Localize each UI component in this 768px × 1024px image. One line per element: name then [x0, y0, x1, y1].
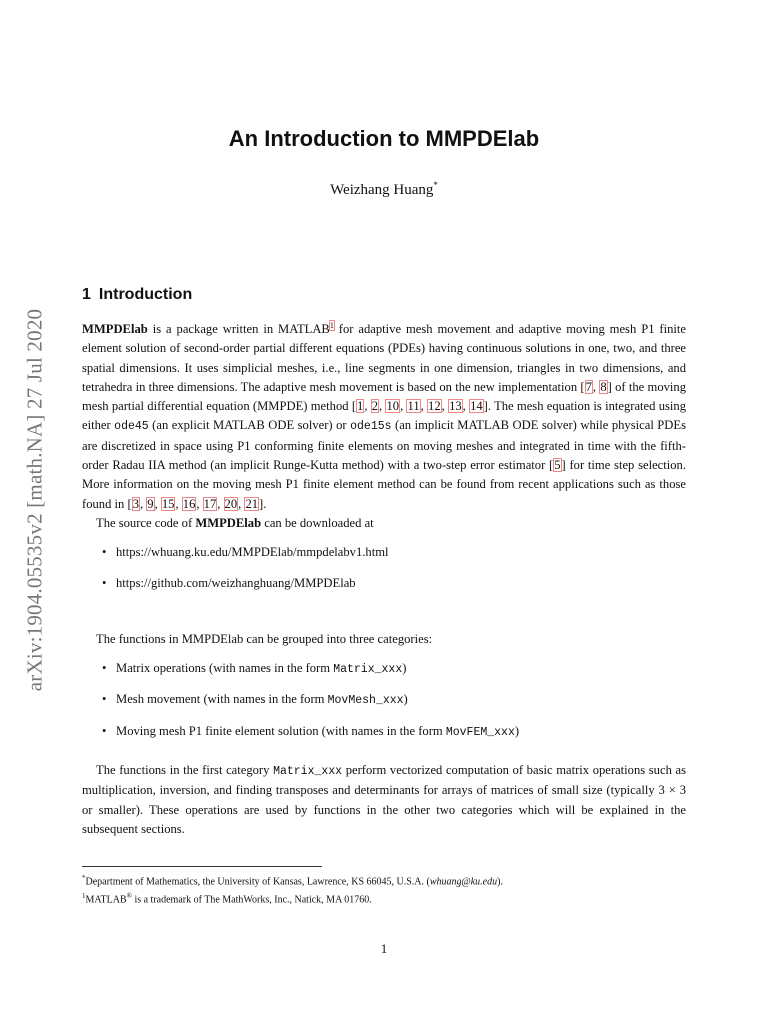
citation-link[interactable]: 14: [470, 399, 483, 414]
categories-intro: The functions in MMPDElab can be grouped into three categories:: [96, 631, 433, 646]
arxiv-sidebar: [20, 260, 50, 740]
text-run: ).: [497, 876, 503, 888]
footnotes: [82, 862, 686, 908]
text-run: Matrix operations (with names in the form: [116, 661, 334, 676]
text-run: perform vectorized computation of basic matrix operations such as multiplication, inversion, and finding transposes and determinants for arrays of matrices of small size (typically 3 × 3 or smaller). These operations are used by functions in the other two categories which will be explained in the subsequent sections.: [82, 763, 686, 836]
citation-link[interactable]: 11: [407, 399, 420, 414]
code-ode15s: ode15s: [350, 420, 392, 434]
citation-link[interactable]: 2: [371, 399, 379, 414]
arxiv-identifier: arXiv:1904.05535v2 [math.NA] 27 Jul 2020: [22, 308, 47, 692]
intro-paragraph: MMPDElab is a package written in MATLAB$^1$ for adaptive mesh movement and adaptive moving mesh P1 finite element solution of second-order partial different equations (PDEs) having continuous solutions in one, two, and three spatial dimensions. It uses simplicial meshes, i.e., line segments in one dimension, triangles in two dimensions, and tetrahedra in three dimensions. The adaptive mesh movement is based on the new implementation [7, 8] of the moving mesh partial differential equation (MMPDE) method [1, 2, 10, 11, 12, 13, 14]. The mesh equation is integrated using either ode45 (an explicit MATLAB ODE solver) or ode15s (an implicit MATLAB ODE solver) while physical PDEs are discretized in space using P1 conforming finite elements on moving meshes and integrated in time with the fifth-order Radau IIA method (an implicit Runge-Kutta method) with a two-step error estimator [5] for time step selection. More information on the moving mesh P1 finite element method can be found from recent applications such as those found in [3, 9, 15, 16, 17, 20, 21].: [82, 320, 687, 511]
text-run: . The mesh equation is integrated using either: [82, 399, 686, 433]
footnote-rule: [82, 866, 322, 867]
download-link[interactable]: https://github.com/weizhanghuang/MMPDElab: [116, 575, 356, 590]
text-run: ): [402, 661, 407, 676]
text-run: Moving mesh P1 finite element solution (with names in the form: [116, 723, 446, 738]
text-run: can be downloaded at: [261, 515, 374, 530]
list-item: [82, 722, 686, 742]
citation-link[interactable]: 20: [224, 496, 238, 511]
footnote-mark: *: [82, 874, 86, 882]
citation-link[interactable]: 16: [182, 496, 196, 511]
text-run: The functions in the first category: [96, 763, 274, 778]
spacer: [82, 753, 686, 761]
text-run: is a package written in MATLAB: [147, 322, 330, 336]
citation-link[interactable]: 21: [245, 496, 259, 511]
registered-mark: ®: [126, 892, 132, 901]
page-number: 1: [380, 941, 388, 956]
body-text: [82, 320, 686, 839]
citation-link[interactable]: 3: [132, 496, 139, 511]
author-line: [0, 180, 768, 199]
text-run: is a trademark of The MathWorks, Inc., Natick, MA 01760.: [131, 894, 372, 906]
text-run: The source code of: [96, 515, 196, 530]
author-email[interactable]: whuang@ku.edu: [429, 876, 498, 888]
citation-link[interactable]: 12: [428, 399, 441, 414]
text-run: ): [514, 723, 520, 738]
citation-link[interactable]: 13: [449, 399, 462, 414]
citation-link[interactable]: 10: [386, 399, 400, 414]
package-name: MMPDElab: [82, 322, 148, 336]
text-run: Mesh movement (with names in the form: [116, 692, 328, 707]
bullet-icon: •: [102, 692, 107, 707]
code-ode45: ode45: [114, 420, 149, 434]
text-run: for time step selection. More information on the moving mesh P1 finite element method can be found from recent applications such as those found in: [82, 458, 686, 511]
author-footnote-mark[interactable]: *: [433, 180, 438, 190]
bullet-icon: •: [102, 723, 107, 738]
citation-link[interactable]: 8: [600, 379, 607, 394]
citation-link[interactable]: 9: [147, 496, 154, 511]
author-name: Weizhang Huang: [330, 182, 434, 198]
citation-link[interactable]: 15: [161, 496, 175, 511]
section-title: Introduction: [98, 286, 193, 303]
citation-link[interactable]: 17: [203, 496, 217, 511]
list-item: [82, 690, 686, 710]
citation-link[interactable]: 1: [357, 399, 364, 414]
download-link[interactable]: https://whuang.ku.edu/MMPDElab/mmpdelabv1.html: [116, 545, 389, 560]
list-item: [82, 574, 686, 593]
footnote-mark: 1: [82, 892, 86, 901]
text-run: MATLAB: [85, 894, 127, 906]
text-run: ): [403, 692, 408, 707]
text-run: (an explicit MATLAB ODE solver) or: [148, 418, 351, 433]
source-code-paragraph: [82, 514, 686, 533]
list-item: [82, 543, 686, 562]
bullet-icon: •: [102, 545, 107, 560]
footnote-link-1[interactable]: 1: [329, 320, 334, 330]
footnote-matlab: [82, 889, 686, 907]
categories-list: [82, 659, 686, 742]
list-item: [82, 659, 686, 679]
text-run: .: [263, 496, 267, 511]
bullet-icon: •: [102, 575, 107, 590]
code-name: MovFEM_xxx: [445, 725, 515, 739]
package-name: MMPDElab: [195, 515, 262, 530]
text-run: for adaptive mesh movement and adaptive moving mesh P1 finite element solution of second-order partial different equations (PDEs) having continuous solutions in one, two, and three spatial dimensions. It uses simplicial meshes, i.e., line segments in one dimension, triangles in two dimensions, and tetrahedra in three dimensions. The adaptive mesh movement is based on the new implementation: [82, 322, 686, 394]
text-run: of the moving mesh partial differential equation (MMPDE) method: [82, 379, 687, 414]
paper-title: An Introduction to MMPDElab: [228, 126, 540, 151]
section-heading: [82, 286, 192, 304]
citation-link[interactable]: 7: [585, 379, 592, 394]
code-name: Matrix_xxx: [273, 765, 343, 779]
text-run: (an implicit MATLAB ODE solver) while physical PDEs are discretized in space using P1 conforming finite elements on moving meshes and integrated in time with the fifth-order Radau IIA method (an implicit Runge-Kutta method) with a two-step error estimator: [82, 418, 686, 473]
footnote-affiliation: [82, 871, 686, 889]
citation-link[interactable]: 5: [554, 458, 561, 473]
section-number: 1: [82, 286, 91, 303]
text-run: Department of Mathematics, the University of Kansas, Lawrence, KS 66045, U.S.A. (: [85, 876, 430, 888]
matrix-paragraph: [82, 761, 686, 839]
download-links-list: [82, 543, 686, 593]
code-name: Matrix_xxx: [333, 663, 403, 677]
bullet-icon: •: [102, 661, 107, 676]
spacer: [82, 604, 686, 630]
code-name: MovMesh_xxx: [327, 694, 404, 708]
